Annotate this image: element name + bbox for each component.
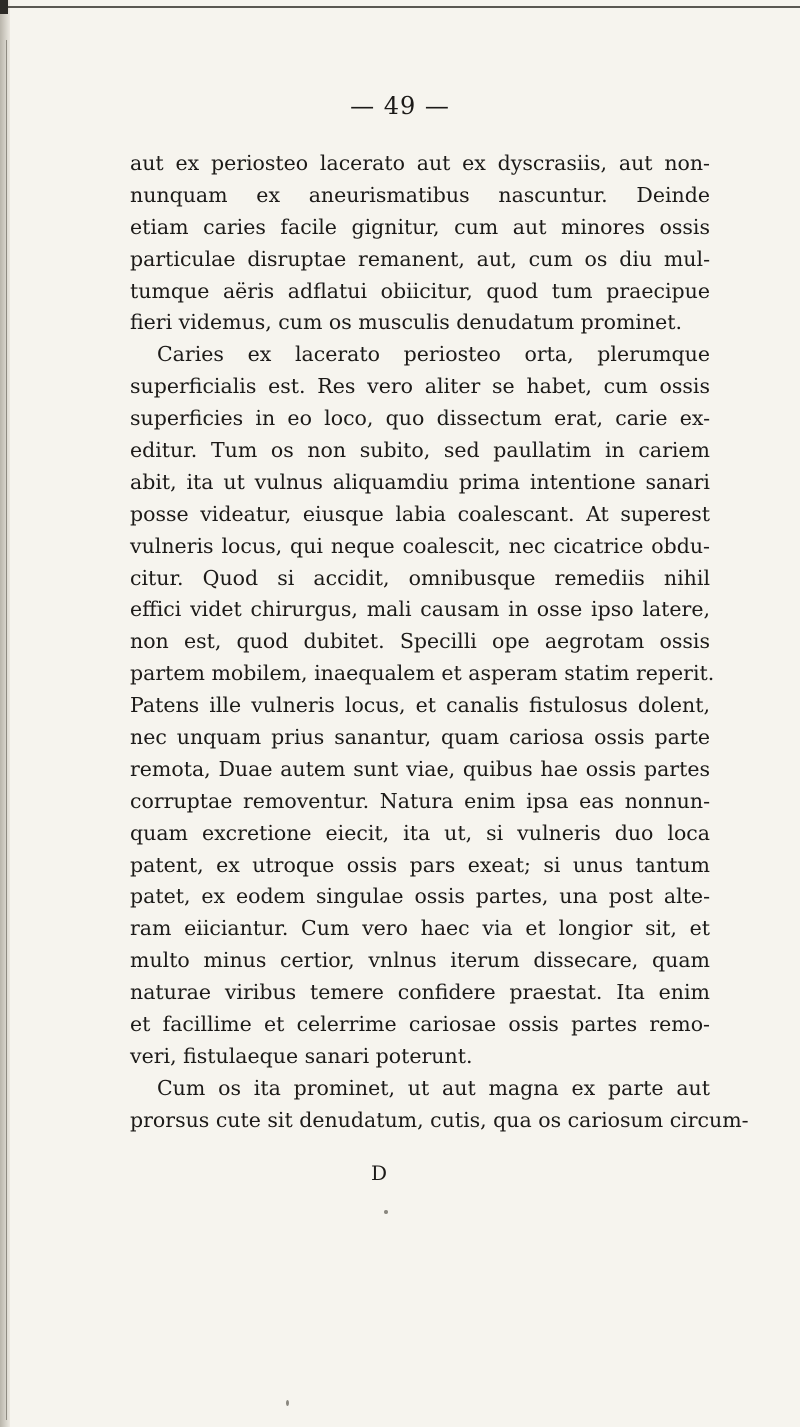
text-line: nunquam ex aneurismatibus nascuntur. Deinde [130, 182, 710, 207]
paper-speck [286, 1400, 289, 1406]
text-line: abit, ita ut vulnus aliquamdiu prima intentione sanari [130, 469, 710, 494]
text-line: particulae disruptae remanent, aut, cum os diu mul- [130, 246, 710, 271]
text-line: partem mobilem, inaequalem et asperam statim reperit. [130, 661, 715, 686]
top-rule [0, 6, 800, 8]
text-line: naturae viribus temere confidere praestat. Ita enim [130, 980, 710, 1005]
page-binding-edge [0, 0, 10, 1427]
text-line: posse videatur, eiusque labia coalescant. At superest [130, 501, 710, 526]
text-line: etiam caries facile gignitur, cum aut minores ossis [130, 214, 710, 239]
page-edge-line [6, 40, 7, 1420]
text-line: ram eiiciantur. Cum vero haec via et longior sit, et [130, 916, 710, 941]
text-line: Caries ex lacerato periosteo orta, plerumque [157, 342, 710, 367]
text-line: prorsus cute sit denudatum, cutis, qua os cariosum circum- [130, 1107, 749, 1132]
text-line: Patens ille vulneris locus, et canalis fistulosus dolent, [130, 693, 710, 718]
text-line: tumque aëris adflatui obiicitur, quod tum praecipue [130, 278, 710, 303]
text-line: fieri videmus, cum os musculis denudatum prominet. [130, 310, 683, 335]
text-line: veri, fistulaeque sanari poterunt. [130, 1043, 473, 1068]
text-line: nec unquam prius sanantur, quam cariosa ossis parte [130, 725, 710, 750]
page-number: — 49 — [350, 92, 450, 120]
text-line: remota, Duae autem sunt viae, quibus hae ossis partes [130, 756, 710, 781]
signature-mark: D [371, 1161, 388, 1185]
text-line: et facillime et celerrime cariosae ossis partes remo- [130, 1012, 710, 1037]
top-corner-mark [0, 0, 8, 14]
text-line: multo minus certior, vnlnus iterum dissecare, quam [130, 948, 710, 973]
paper-speck [384, 1210, 388, 1214]
text-line: citur. Quod si accidit, omnibusque remediis nihil [130, 565, 710, 590]
text-line: corruptae removentur. Natura enim ipsa eas nonnun- [130, 788, 710, 813]
body-text [130, 148, 749, 1137]
text-line: superficies in eo loco, quo dissectum erat, carie ex- [130, 406, 710, 431]
text-line: superficialis est. Res vero aliter se habet, cum ossis [130, 374, 710, 399]
text-line: editur. Tum os non subito, sed paullatim in cariem [130, 438, 710, 463]
text-line: non est, quod dubitet. Specilli ope aegrotam ossis [130, 629, 710, 654]
text-line: Cum os ita prominet, ut aut magna ex parte aut [157, 1075, 710, 1100]
text-line: quam excretione eiecit, ita ut, si vulneris duo loca [130, 820, 710, 845]
text-line: patet, ex eodem singulae ossis partes, una post alte- [130, 884, 710, 909]
text-line: vulneris locus, qui neque coalescit, nec cicatrice obdu- [130, 533, 710, 558]
text-line: effici videt chirurgus, mali causam in osse ipso latere, [130, 597, 710, 622]
text-line: patent, ex utroque ossis pars exeat; si unus tantum [130, 852, 710, 877]
text-line: aut ex periosteo lacerato aut ex dyscrasiis, aut non- [130, 151, 710, 175]
